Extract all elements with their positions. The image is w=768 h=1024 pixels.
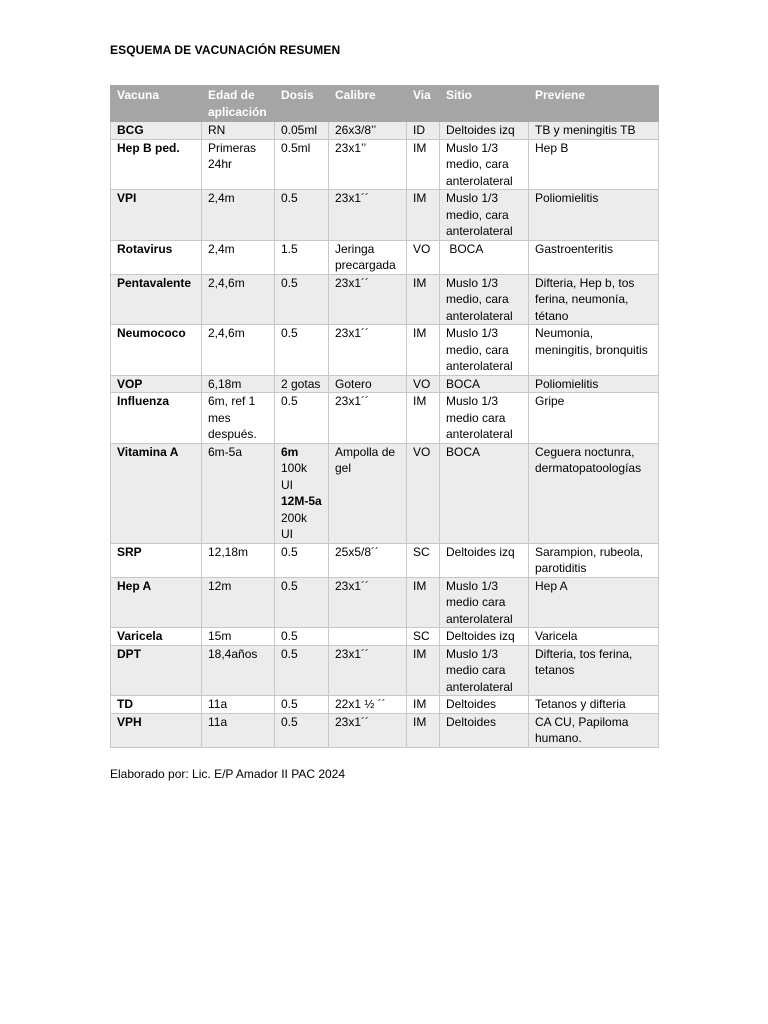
cell-via: IM (407, 645, 440, 696)
cell-edad: 2,4,6m (202, 325, 275, 376)
cell-calibre: 26x3/8’’ (329, 122, 407, 140)
dosis-age-label: 6m (281, 444, 299, 459)
cell-sitio: Deltoides (440, 713, 529, 747)
table-row (111, 443, 659, 543)
table-row (111, 577, 659, 628)
dosis-age-label: 12M-5a (281, 494, 322, 508)
cell-sitio: BOCA (440, 375, 529, 393)
cell-sitio: Deltoides izq (440, 122, 529, 140)
cell-dosis: 0.5 (275, 628, 329, 646)
column-header: Previene (529, 86, 659, 122)
cell-via: IM (407, 274, 440, 325)
cell-edad: 6,18m (202, 375, 275, 393)
cell-calibre: 23x1´´ (329, 713, 407, 747)
table-row (111, 325, 659, 376)
cell-sitio: Muslo 1/3 medio cara anterolateral (440, 645, 529, 696)
cell-calibre: Jeringa precargada (329, 240, 407, 274)
cell-edad: RN (202, 122, 275, 140)
cell-calibre: 23x1´´ (329, 393, 407, 444)
cell-via: IM (407, 325, 440, 376)
cell-previene: Poliomielitis (529, 190, 659, 241)
cell-sitio: Muslo 1/3 medio, cara anterolateral (440, 139, 529, 190)
table-header-row (111, 86, 659, 122)
cell-via: IM (407, 713, 440, 747)
cell-sitio: Deltoides (440, 696, 529, 714)
cell-via: IM (407, 139, 440, 190)
cell-edad: 11a (202, 713, 275, 747)
cell-edad: Primeras 24hr (202, 139, 275, 190)
cell-sitio: Muslo 1/3 medio, cara anterolateral (440, 274, 529, 325)
cell-sitio: BOCA (440, 443, 529, 543)
cell-previene: Neumonia, meningitis, bronquitis (529, 325, 659, 376)
cell-via: SC (407, 543, 440, 577)
cell-vacuna: Vitamina A (111, 443, 202, 543)
cell-vacuna: BCG (111, 122, 202, 140)
cell-sitio: Muslo 1/3 medio, cara anterolateral (440, 325, 529, 376)
cell-edad: 6m, ref 1 mes después. (202, 393, 275, 444)
cell-via: IM (407, 190, 440, 241)
table-row (111, 713, 659, 747)
table-row (111, 122, 659, 140)
cell-calibre: 23x1´´ (329, 274, 407, 325)
cell-dosis: 1.5 (275, 240, 329, 274)
cell-sitio: Deltoides izq (440, 628, 529, 646)
cell-calibre: 23x1´´ (329, 325, 407, 376)
cell-calibre: 23x1´´ (329, 190, 407, 241)
table-row (111, 696, 659, 714)
cell-calibre: 25x5/8´´ (329, 543, 407, 577)
cell-edad: 2,4m (202, 190, 275, 241)
cell-calibre (329, 628, 407, 646)
cell-dosis: 0.5 (275, 696, 329, 714)
cell-previene: TB y meningitis TB (529, 122, 659, 140)
cell-previene: Varicela (529, 628, 659, 646)
cell-vacuna: VOP (111, 375, 202, 393)
cell-via: ID (407, 122, 440, 140)
cell-vacuna: VPH (111, 713, 202, 747)
cell-previene: Hep B (529, 139, 659, 190)
cell-via: VO (407, 443, 440, 543)
table-row (111, 274, 659, 325)
cell-vacuna: Hep A (111, 577, 202, 628)
cell-vacuna: DPT (111, 645, 202, 696)
cell-edad: 2,4,6m (202, 274, 275, 325)
cell-calibre: Gotero (329, 375, 407, 393)
table-row (111, 240, 659, 274)
cell-via: IM (407, 577, 440, 628)
cell-dosis: 0.5 (275, 393, 329, 444)
cell-edad: 15m (202, 628, 275, 646)
cell-dosis: 0.5 (275, 577, 329, 628)
cell-sitio: Muslo 1/3 medio, cara anterolateral (440, 190, 529, 241)
cell-previene: Ceguera noctunra, dermatopatoologías (529, 443, 659, 543)
cell-dosis: 0.5 (275, 543, 329, 577)
vaccination-table (110, 85, 659, 748)
cell-vacuna: TD (111, 696, 202, 714)
column-header: Via (407, 86, 440, 122)
table-row (111, 543, 659, 577)
cell-edad: 6m-5a (202, 443, 275, 543)
dosis-amount: 100k UI (281, 461, 308, 492)
cell-dosis: 0.5 (275, 325, 329, 376)
column-header: Edad de aplicación (202, 86, 275, 122)
cell-previene: Difteria, tos ferina, tetanos (529, 645, 659, 696)
cell-edad: 12,18m (202, 543, 275, 577)
cell-vacuna: Hep B ped. (111, 139, 202, 190)
cell-dosis: 0.5 (275, 274, 329, 325)
author-footer: Elaborado por: Lic. E/P Amador II PAC 2024 (110, 767, 346, 781)
cell-dosis: 2 gotas (275, 375, 329, 393)
cell-edad: 11a (202, 696, 275, 714)
column-header: Sitio (440, 86, 529, 122)
cell-dosis: 0.5 (275, 713, 329, 747)
cell-calibre: 22x1 ½ ´´ (329, 696, 407, 714)
cell-vacuna: Varicela (111, 628, 202, 646)
cell-edad: 2,4m (202, 240, 275, 274)
table-row (111, 190, 659, 241)
cell-calibre: 23x1´´ (329, 645, 407, 696)
cell-dosis: 0.5 (275, 190, 329, 241)
cell-calibre: Ampolla de gel (329, 443, 407, 543)
cell-previene: Poliomielitis (529, 375, 659, 393)
cell-via: IM (407, 696, 440, 714)
table-row (111, 628, 659, 646)
cell-vacuna: Pentavalente (111, 274, 202, 325)
cell-calibre: 23x1´´ (329, 577, 407, 628)
dosis-amount: 200k UI (281, 510, 308, 541)
cell-vacuna: Neumococo (111, 325, 202, 376)
cell-via: SC (407, 628, 440, 646)
cell-calibre: 23x1’’ (329, 139, 407, 190)
column-header: Calibre (329, 86, 407, 122)
cell-via: VO (407, 240, 440, 274)
cell-dosis: 0.05ml (275, 122, 329, 140)
cell-edad: 18,4años (202, 645, 275, 696)
cell-vacuna: VPI (111, 190, 202, 241)
cell-sitio: BOCA (440, 240, 529, 274)
cell-dosis: 0.5 (275, 645, 329, 696)
cell-dosis: 0.5ml (275, 139, 329, 190)
cell-previene: Gripe (529, 393, 659, 444)
cell-vacuna: Influenza (111, 393, 202, 444)
cell-sitio: Muslo 1/3 medio cara anterolateral (440, 577, 529, 628)
table-row (111, 139, 659, 190)
cell-sitio: Muslo 1/3 medio cara anterolateral (440, 393, 529, 444)
cell-via: VO (407, 375, 440, 393)
cell-previene: Tetanos y difteria (529, 696, 659, 714)
cell-vacuna: SRP (111, 543, 202, 577)
cell-vacuna: Rotavirus (111, 240, 202, 274)
table-row (111, 375, 659, 393)
table-row (111, 393, 659, 444)
cell-previene: Hep A (529, 577, 659, 628)
table-row (111, 645, 659, 696)
cell-previene: CA CU, Papiloma humano. (529, 713, 659, 747)
cell-edad: 12m (202, 577, 275, 628)
column-header: Vacuna (111, 86, 202, 122)
cell-previene: Sarampion, rubeola, parotiditis (529, 543, 659, 577)
cell-previene: Difteria, Hep b, tos ferina, neumonía, tétano (529, 274, 659, 325)
document-title: ESQUEMA DE VACUNACIÓN RESUMEN (110, 43, 341, 57)
cell-dosis (275, 443, 329, 543)
cell-via: IM (407, 393, 440, 444)
column-header: Dosis (275, 86, 329, 122)
cell-sitio: Deltoides izq (440, 543, 529, 577)
cell-previene: Gastroenteritis (529, 240, 659, 274)
